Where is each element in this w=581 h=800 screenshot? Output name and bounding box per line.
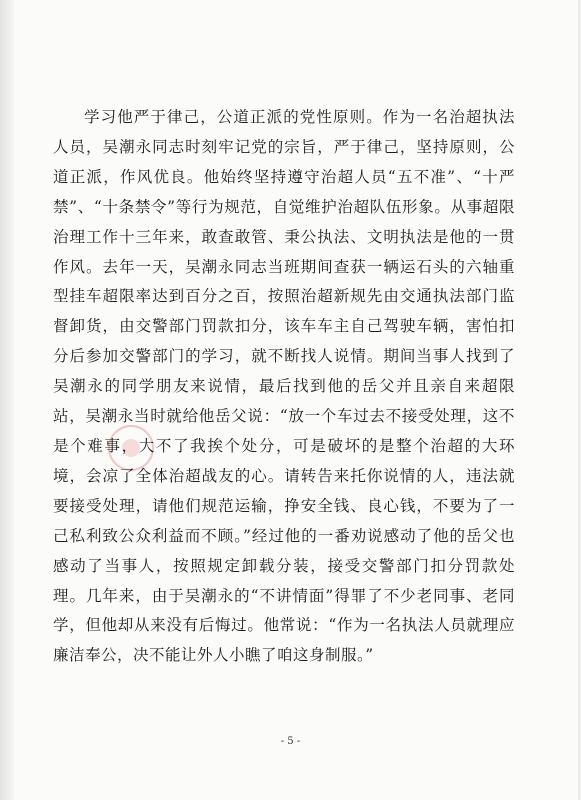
body-paragraph: 学习他严于律己，公道正派的党性原则。作为一名治超执法人员，吴潮永同志时刻牢记党的宗旨，严于律己，坚持原则，公道正派，作风优良。他始终坚持遵守治超人员“五不准”、“十严禁”、“十条禁令”等行为规范，自觉维护治超队伍形象。从事超限治理工作十三年来，敢查敢管、秉公执法、文明执法是他的一贯作风。去年一天，吴潮永同志当班期间查获一辆运石头的六轴重型挂车超限率达到百分之百，按照治超新规先由交通执法部门监督卸货，由交警部门罚款扣分，该车车主自己驾驶车辆，害怕扣分后参加交警部门的学习，就不断找人说情。期间当事人找到了吴潮永的同学朋友来说情，最后找到他的岳父并且亲自来超限站，吴潮永当时就给他岳父说：“放一个车过去不接受处理，这不是个难事，大不了我挨个处分，可是破坏的是整个治超的大环境，会凉了全体治超战友的心。请转告来托你说情的人，违法就要接受处理，请他们规范运输，挣安全钱、良心钱，不要为了一己私利致公众利益而不顾。”经过他的一番劝说感动了他的岳父也感动了当事人，按照规定卸载分装，接受交警部门扣分罚款处理。几年来，由于吴潮永的“不讲情面”得罪了不少老同事、老同学，但他却从来没有后悔过。他常说：“作为一名执法人员就理应廉洁奉公，决不能让外人小瞧了咱这身制服。” <box>53 108 515 665</box>
page-left-edge-shadow <box>0 0 14 800</box>
page-number: - 5 - <box>280 736 301 747</box>
